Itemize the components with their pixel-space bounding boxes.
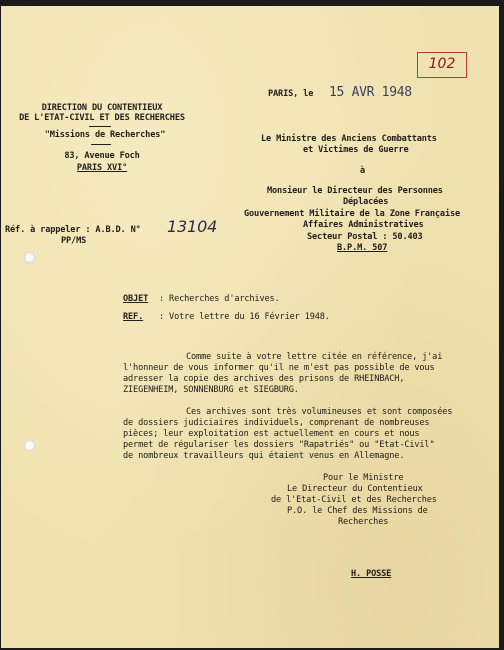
paragraph-2-line: Ces archives sont très volumineuses et sont composées bbox=[186, 407, 453, 417]
punch-hole bbox=[24, 440, 35, 451]
sender-line-2: DE L'ETAT-CIVIL ET DES RECHERCHES bbox=[19, 113, 185, 123]
objet-text: : Recherches d'archives. bbox=[159, 294, 280, 304]
ref-text: : Votre lettre du 16 Février 1948. bbox=[159, 312, 330, 322]
sender-divider bbox=[89, 126, 111, 127]
sender-line-3: "Missions de Recherches" bbox=[44, 130, 166, 140]
paragraph-1-line: l'honneur de vous informer qu'il ne m'est pas possible de vous bbox=[123, 363, 435, 373]
reference-initials: PP/MS bbox=[61, 236, 87, 246]
paragraph-1-line: Comme suite à votre lettre citée en référence, j'ai bbox=[186, 352, 443, 362]
reference-number: 13104 bbox=[167, 217, 218, 236]
closing-line-2: Le Directeur du Contentieux bbox=[287, 484, 423, 494]
sender-divider-2 bbox=[91, 144, 111, 145]
date-prefix: PARIS, le bbox=[268, 89, 314, 99]
folio-number: 102 bbox=[428, 56, 456, 72]
reference-label: Réf. à rappeler : A.B.D. N° bbox=[5, 225, 141, 235]
to-word: à bbox=[360, 166, 366, 176]
addressee-line-4: Affaires Administratives bbox=[303, 220, 424, 230]
date-stamp: 15 AVR 1948 bbox=[329, 85, 412, 100]
addressee-line-2: Déplacées bbox=[343, 197, 389, 207]
closing-line-5: Recherches bbox=[338, 517, 389, 527]
paragraph-2-line: permet de régulariser les dossiers "Rapatriés" ou "Etat-Civil" bbox=[123, 440, 435, 450]
closing-line-1: Pour le Ministre bbox=[323, 473, 404, 483]
paragraph-1-line: ZIEGENHEIM, SONNENBURG et SIEGBURG. bbox=[123, 385, 299, 395]
from-line-1: Le Ministre des Anciens Combattants bbox=[261, 134, 437, 144]
addressee-line-5: Secteur Postal : 50.403 bbox=[307, 232, 423, 242]
ref-label: REF. bbox=[123, 312, 144, 322]
sender-line-4: 83, Avenue Foch bbox=[64, 151, 140, 161]
objet-label: OBJET bbox=[123, 294, 149, 304]
paragraph-1-line: adresser la copie des archives des prisons de RHEINBACH, bbox=[123, 374, 405, 384]
paragraph-2-line: pièces; leur exploitation est actuellement en cours et nous bbox=[123, 429, 420, 439]
sender-line-5: PARIS XVI° bbox=[76, 163, 128, 173]
addressee-line-6: B.P.M. 507 bbox=[337, 243, 388, 253]
closing-line-4: P.O. le Chef des Missions de bbox=[287, 506, 428, 516]
paragraph-2-line: de nombreux travailleurs qui étaient venus en Allemagne. bbox=[123, 451, 405, 461]
addressee-line-1: Monsieur le Directeur des Personnes bbox=[267, 186, 443, 196]
punch-hole bbox=[24, 252, 35, 263]
closing-line-3: de l'Etat-Civil et des Recherches bbox=[271, 495, 437, 505]
folio-box bbox=[417, 52, 467, 78]
signature-name: H. POSSE bbox=[351, 569, 392, 579]
addressee-line-3: Gouvernement Militaire de la Zone Française bbox=[244, 209, 461, 219]
from-line-2: et Victimes de Guerre bbox=[303, 145, 409, 155]
paragraph-2-line: de dossiers judiciaires individuels, comprenant de nombreuses bbox=[123, 418, 430, 428]
letter-page bbox=[1, 6, 499, 648]
sender-line-1: DIRECTION DU CONTENTIEUX bbox=[41, 103, 163, 113]
